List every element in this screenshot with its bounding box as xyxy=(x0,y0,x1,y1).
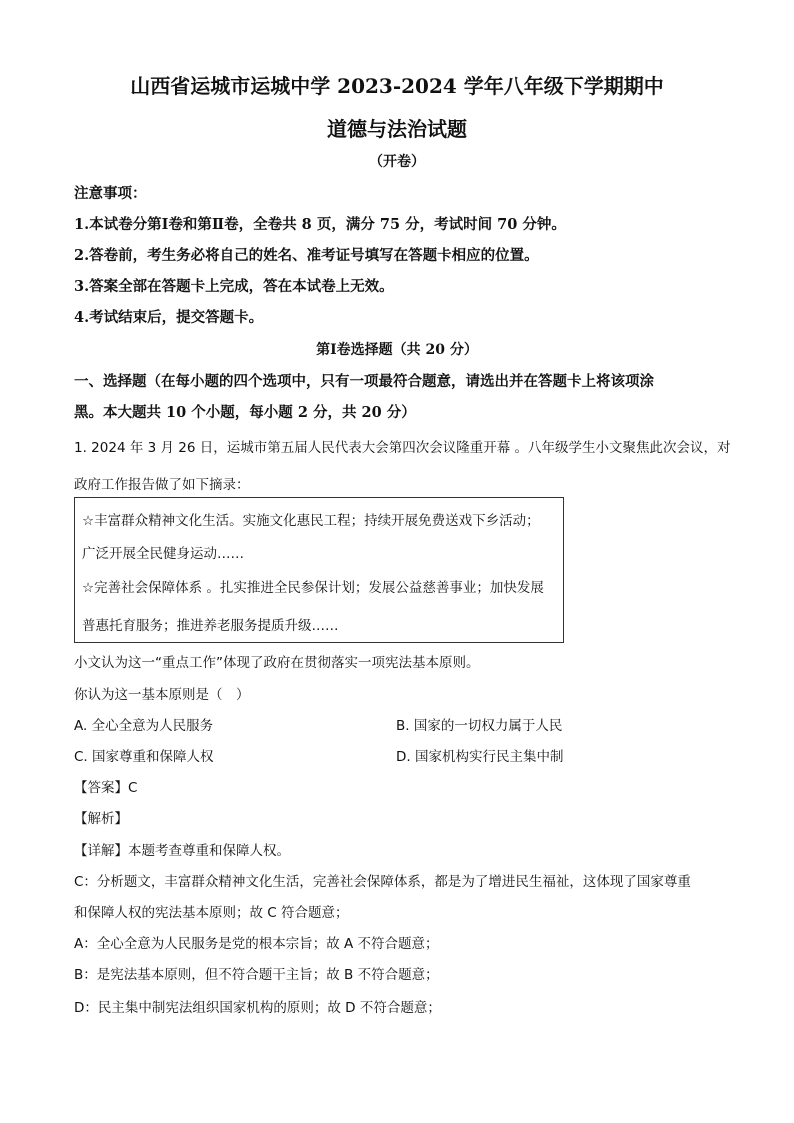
answer-label: 【答案】C xyxy=(74,780,138,796)
excerpt-line: ☆完善社会保障体系 。扎实推进全民参保计划；发展公益慈善事业；加快发展 xyxy=(82,580,544,596)
paper-type: （开卷） xyxy=(369,154,425,170)
section-instruction-line1: 一、选择题（在每小题的四个选项中，只有一项最符合题意，请选出并在答题卡上将该项涂 xyxy=(74,373,654,390)
analysis-label: 【解析】 xyxy=(74,811,128,827)
note-item: 1.本试卷分第Ⅰ卷和第Ⅱ卷，全卷共 8 页，满分 75 分，考试时间 70 分钟。 xyxy=(74,216,566,233)
question-followup-line1: 小文认为这一“重点工作”体现了政府在贯彻落实一项宪法基本原则。 xyxy=(74,655,480,671)
document-title-line2: 道德与法治试题 xyxy=(327,117,467,141)
section-instruction-line2: 黑。本大题共 10 个小题，每小题 2 分，共 20 分） xyxy=(74,404,416,421)
excerpt-line: ☆丰富群众精神文化生活。实施文化惠民工程；持续开展免费送戏下乡活动； xyxy=(82,513,540,529)
notes-heading: 注意事项： xyxy=(74,185,147,202)
explanation-line: 和保障人权的宪法基本原则；故 C 符合题意； xyxy=(74,905,349,921)
excerpt-line: 普惠托育服务；推进养老服务提质升级…… xyxy=(82,618,339,634)
document-title-line1: 山西省运城市运城中学 2023-2024 学年八年级下学期期中 xyxy=(130,74,664,98)
note-item: 2.答卷前，考生务必将自己的姓名、准考证号填写在答题卡相应的位置。 xyxy=(74,247,539,264)
explanation-line: C：分析题文，丰富群众精神文化生活，完善社会保障体系，都是为了增进民生福祉，这体现了国家尊重 xyxy=(74,874,691,890)
note-item: 4.考试结束后，提交答题卡。 xyxy=(74,309,264,326)
note-item: 3.答案全部在答题卡上完成，答在本试卷上无效。 xyxy=(74,278,394,295)
explanation-line: D：民主集中制宪法组织国家机构的原则；故 D 不符合题意； xyxy=(74,1000,441,1016)
explanation-line: B：是宪法基本原则，但不符合题干主旨；故 B 不符合题意； xyxy=(74,967,439,983)
option-c: C. 国家尊重和保障人权 xyxy=(74,749,214,765)
explanation-line: A：全心全意为人民服务是党的根本宗旨；故 A 不符合题意； xyxy=(74,936,439,952)
question-stem-line1: 1. 2024 年 3 月 26 日，运城市第五届人民代表大会第四次会议隆重开幕 。八年级学生小文聚焦此次会议，对 xyxy=(74,440,731,456)
detail-label: 【详解】本题考查尊重和保障人权。 xyxy=(74,843,290,859)
section-title: 第Ⅰ卷选择题（共 20 分） xyxy=(316,342,478,358)
question-followup-line2: 你认为这一基本原则是（ ） xyxy=(74,687,250,703)
question-stem-line2: 政府工作报告做了如下摘录： xyxy=(74,477,250,493)
option-a: A. 全心全意为人民服务 xyxy=(74,718,214,734)
excerpt-line: 广泛开展全民健身运动…… xyxy=(82,546,244,562)
option-b: B. 国家的一切权力属于人民 xyxy=(396,718,563,734)
option-d: D. 国家机构实行民主集中制 xyxy=(396,749,564,765)
